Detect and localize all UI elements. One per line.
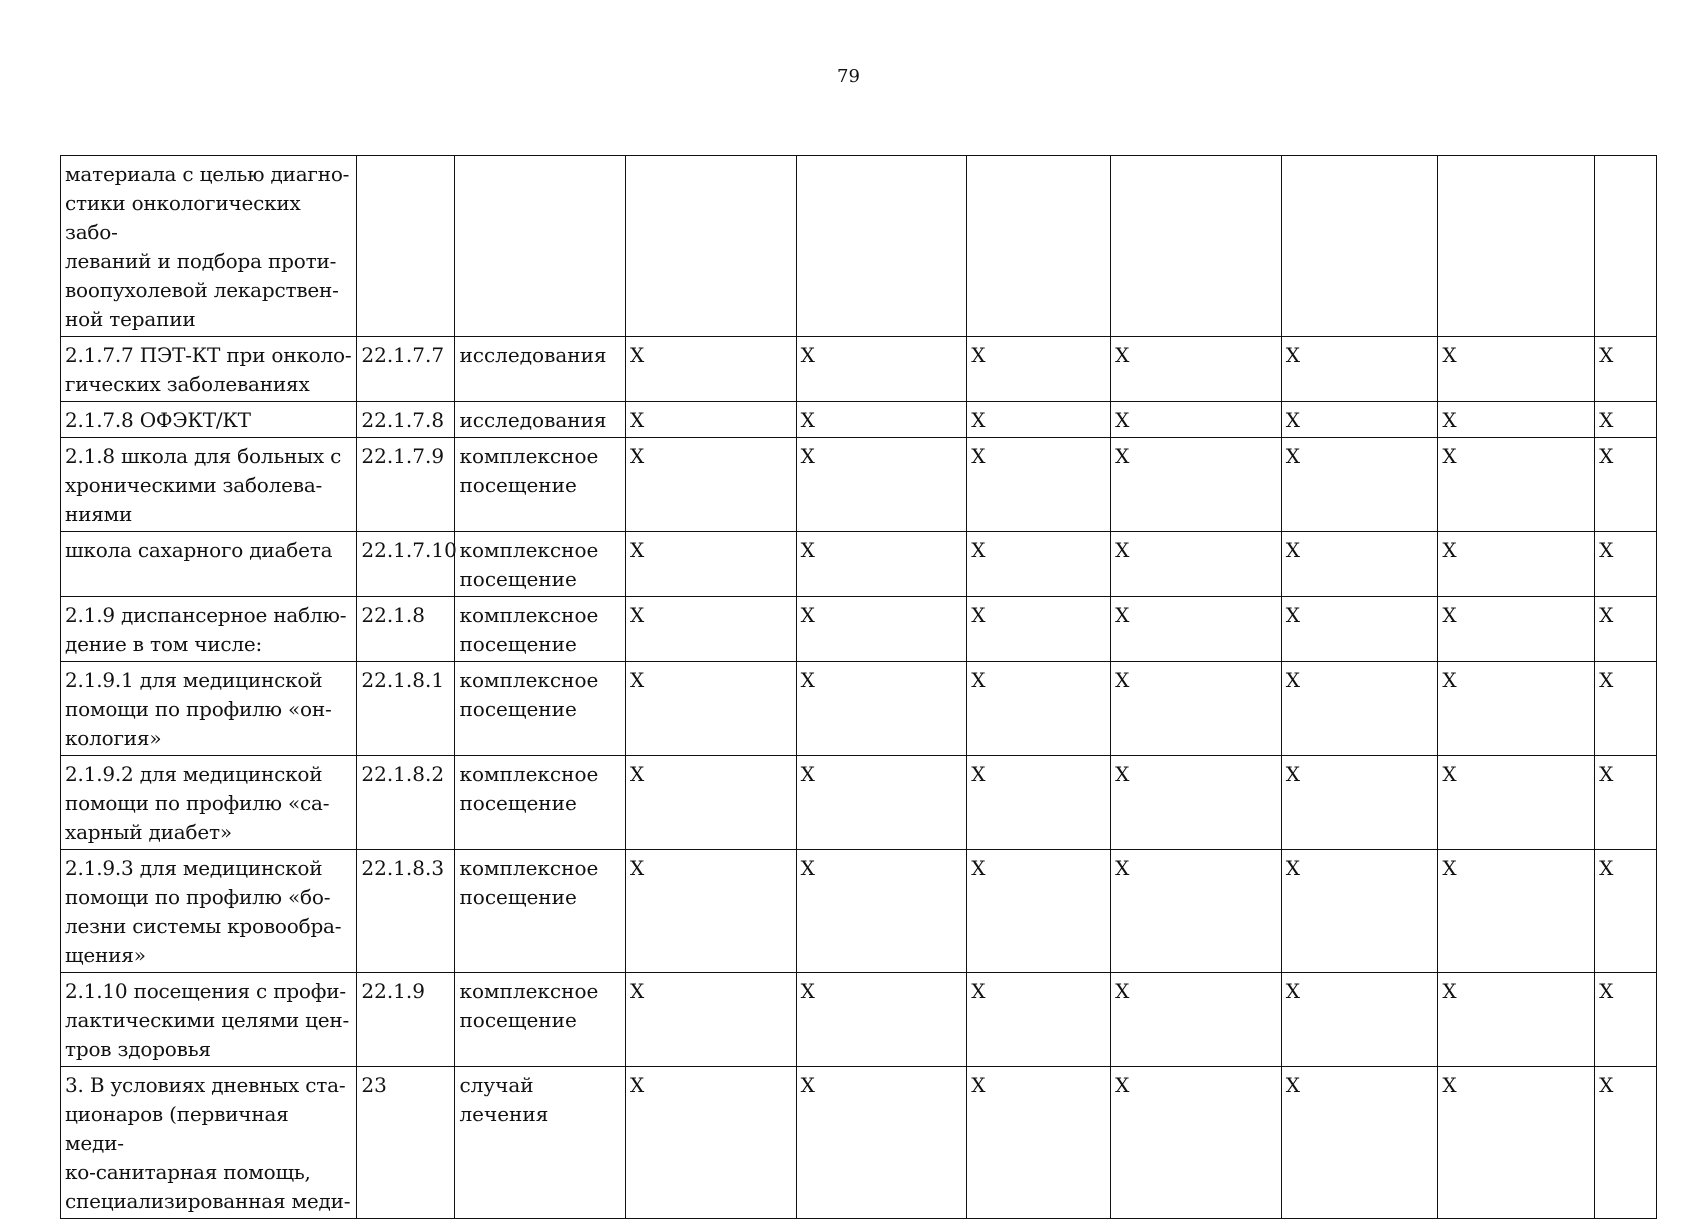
row-code-cell: 22.1.8.2 bbox=[357, 756, 455, 850]
mark-cell: X bbox=[967, 438, 1111, 532]
row-name-cell: 2.1.10 посещения с профи- лактическими целями цен- тров здоровья bbox=[61, 973, 357, 1067]
mark-cell: X bbox=[626, 1067, 797, 1219]
table-row bbox=[61, 402, 1657, 438]
table-row bbox=[61, 973, 1657, 1067]
mark-cell bbox=[626, 156, 797, 337]
mark-cell: X bbox=[796, 850, 967, 973]
row-unit-cell: комплексное посещение bbox=[455, 662, 626, 756]
mark-cell bbox=[1438, 156, 1595, 337]
table-row bbox=[61, 337, 1657, 402]
mark-cell: X bbox=[1595, 532, 1657, 597]
table-row bbox=[61, 662, 1657, 756]
mark-cell: X bbox=[1111, 402, 1282, 438]
mark-cell: X bbox=[1281, 438, 1438, 532]
mark-cell: X bbox=[1438, 532, 1595, 597]
mark-cell: X bbox=[626, 532, 797, 597]
row-name-cell: 2.1.9.1 для медицинской помощи по профилю «он- кология» bbox=[61, 662, 357, 756]
mark-cell: X bbox=[796, 438, 967, 532]
table-row bbox=[61, 1067, 1657, 1219]
row-code-cell: 22.1.7.7 bbox=[357, 337, 455, 402]
mark-cell: X bbox=[1438, 438, 1595, 532]
mark-cell: X bbox=[796, 756, 967, 850]
row-code-cell: 22.1.7.10 bbox=[357, 532, 455, 597]
mark-cell: X bbox=[1281, 662, 1438, 756]
row-name-cell: 2.1.7.7 ПЭТ-КТ при онколо- гических заболеваниях bbox=[61, 337, 357, 402]
row-unit-cell: комплексное посещение bbox=[455, 438, 626, 532]
row-unit-cell: случай лечения bbox=[455, 1067, 626, 1219]
mark-cell: X bbox=[1438, 1067, 1595, 1219]
row-code-cell: 22.1.7.9 bbox=[357, 438, 455, 532]
mark-cell bbox=[1595, 156, 1657, 337]
mark-cell: X bbox=[1111, 973, 1282, 1067]
row-code-cell: 23 bbox=[357, 1067, 455, 1219]
mark-cell: X bbox=[1595, 438, 1657, 532]
mark-cell: X bbox=[967, 1067, 1111, 1219]
row-name-cell: 3. В условиях дневных ста- ционаров (первичная меди- ко-санитарная помощь, специализированная меди- bbox=[61, 1067, 357, 1219]
mark-cell: X bbox=[1595, 1067, 1657, 1219]
mark-cell: X bbox=[1281, 756, 1438, 850]
mark-cell: X bbox=[967, 337, 1111, 402]
mark-cell: X bbox=[1595, 337, 1657, 402]
table-row bbox=[61, 597, 1657, 662]
mark-cell: X bbox=[967, 662, 1111, 756]
row-unit-cell: комплексное посещение bbox=[455, 597, 626, 662]
mark-cell: X bbox=[1281, 532, 1438, 597]
row-name-cell: 2.1.9 диспансерное наблю- дение в том числе: bbox=[61, 597, 357, 662]
row-name-cell: 2.1.9.2 для медицинской помощи по профилю «са- харный диабет» bbox=[61, 756, 357, 850]
row-name-cell: 2.1.9.3 для медицинской помощи по профилю «бо- лезни системы кровообра- щения» bbox=[61, 850, 357, 973]
mark-cell: X bbox=[1438, 662, 1595, 756]
mark-cell: X bbox=[1595, 850, 1657, 973]
mark-cell: X bbox=[967, 597, 1111, 662]
mark-cell: X bbox=[1595, 662, 1657, 756]
row-unit-cell: исследования bbox=[455, 337, 626, 402]
row-unit-cell: комплексное посещение bbox=[455, 850, 626, 973]
mark-cell bbox=[1111, 156, 1282, 337]
mark-cell: X bbox=[626, 756, 797, 850]
row-code-cell: 22.1.7.8 bbox=[357, 402, 455, 438]
page-number: 79 bbox=[837, 66, 860, 87]
row-code-cell: 22.1.8.3 bbox=[357, 850, 455, 973]
mark-cell: X bbox=[967, 402, 1111, 438]
mark-cell: X bbox=[967, 850, 1111, 973]
mark-cell: X bbox=[1438, 850, 1595, 973]
mark-cell bbox=[967, 156, 1111, 337]
mark-cell: X bbox=[626, 402, 797, 438]
mark-cell: X bbox=[1111, 438, 1282, 532]
mark-cell bbox=[1281, 156, 1438, 337]
mark-cell: X bbox=[1595, 973, 1657, 1067]
mark-cell: X bbox=[626, 662, 797, 756]
mark-cell: X bbox=[1595, 756, 1657, 850]
row-name-cell: 2.1.7.8 ОФЭКТ/КТ bbox=[61, 402, 357, 438]
mark-cell: X bbox=[626, 597, 797, 662]
row-code-cell: 22.1.9 bbox=[357, 973, 455, 1067]
row-unit-cell bbox=[455, 156, 626, 337]
table-body bbox=[61, 156, 1657, 1219]
mark-cell: X bbox=[796, 337, 967, 402]
row-code-cell bbox=[357, 156, 455, 337]
mark-cell: X bbox=[1281, 597, 1438, 662]
mark-cell: X bbox=[796, 402, 967, 438]
document-table bbox=[60, 155, 1657, 1219]
mark-cell bbox=[796, 156, 967, 337]
mark-cell: X bbox=[967, 756, 1111, 850]
table-row bbox=[61, 756, 1657, 850]
row-code-cell: 22.1.8 bbox=[357, 597, 455, 662]
mark-cell: X bbox=[1281, 850, 1438, 973]
mark-cell: X bbox=[626, 438, 797, 532]
mark-cell: X bbox=[1595, 597, 1657, 662]
mark-cell: X bbox=[796, 597, 967, 662]
mark-cell: X bbox=[626, 850, 797, 973]
row-unit-cell: комплексное посещение bbox=[455, 973, 626, 1067]
mark-cell: X bbox=[796, 973, 967, 1067]
mark-cell: X bbox=[1111, 597, 1282, 662]
row-name-cell: школа сахарного диабета bbox=[61, 532, 357, 597]
table-row bbox=[61, 156, 1657, 337]
mark-cell: X bbox=[967, 973, 1111, 1067]
mark-cell: X bbox=[1111, 662, 1282, 756]
mark-cell: X bbox=[1438, 973, 1595, 1067]
mark-cell: X bbox=[1111, 756, 1282, 850]
mark-cell: X bbox=[967, 532, 1111, 597]
row-name-cell: 2.1.8 школа для больных с хроническими заболева- ниями bbox=[61, 438, 357, 532]
mark-cell: X bbox=[626, 337, 797, 402]
mark-cell: X bbox=[796, 1067, 967, 1219]
mark-cell: X bbox=[1111, 337, 1282, 402]
mark-cell: X bbox=[1438, 337, 1595, 402]
mark-cell: X bbox=[1281, 973, 1438, 1067]
mark-cell: X bbox=[1438, 756, 1595, 850]
table-row bbox=[61, 532, 1657, 597]
mark-cell: X bbox=[1281, 337, 1438, 402]
mark-cell: X bbox=[1438, 597, 1595, 662]
mark-cell: X bbox=[796, 532, 967, 597]
mark-cell: X bbox=[1438, 402, 1595, 438]
table-row bbox=[61, 850, 1657, 973]
mark-cell: X bbox=[1281, 1067, 1438, 1219]
mark-cell: X bbox=[626, 973, 797, 1067]
mark-cell: X bbox=[1111, 532, 1282, 597]
mark-cell: X bbox=[1281, 402, 1438, 438]
row-name-cell: материала с целью диагно- стики онкологических забо- леваний и подбора проти- воопухолевой лекарствен- ной терапии bbox=[61, 156, 357, 337]
row-unit-cell: комплексное посещение bbox=[455, 532, 626, 597]
row-unit-cell: исследования bbox=[455, 402, 626, 438]
mark-cell: X bbox=[1111, 1067, 1282, 1219]
table-row bbox=[61, 438, 1657, 532]
mark-cell: X bbox=[1595, 402, 1657, 438]
mark-cell: X bbox=[1111, 850, 1282, 973]
row-code-cell: 22.1.8.1 bbox=[357, 662, 455, 756]
mark-cell: X bbox=[796, 662, 967, 756]
row-unit-cell: комплексное посещение bbox=[455, 756, 626, 850]
